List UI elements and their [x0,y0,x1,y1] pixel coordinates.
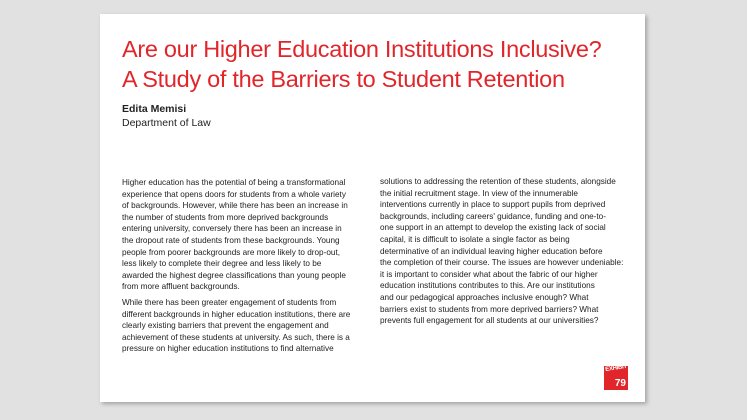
text-line: different backgrounds in higher education institutions, there are [122,309,351,319]
text-line: awarded the highest degree classifications than young people [122,270,346,280]
text-line: solutions to addressing the retention of these students, alongside [380,177,616,186]
exhibit-number: 79 [614,378,626,389]
text-line: one support in an attempt to develop the existing lack of social [380,223,606,233]
title-line-2: A Study of the Barriers to Student Retention [122,66,565,92]
text-line: pressure on higher education institutions to find alternative [122,344,334,354]
text-line: people from poorer backgrounds are more likely to drop-out, [122,247,340,257]
exhibit-badge [604,363,628,390]
text-line: capital, it is difficult to isolate a single factor as being [380,234,570,244]
text-line: While there has been greater engagement of students from [122,297,337,307]
text-line: barriers exist to students from more deprived barriers? What [380,304,599,314]
body-column-left [122,177,358,359]
text-line: education institutions contributes to this. Are our institutions [380,281,595,291]
document-page [100,14,645,402]
text-line: Higher education has the potential of being a transformational [122,178,346,187]
body-column-right [380,176,624,331]
text-line: backgrounds, including careers' guidance, funding and one-to- [380,211,606,221]
text-line: achievement of these students at university. As such, there is a [122,332,350,342]
text-line: interventions currently in place to support pupils from deprived [380,200,606,210]
author-name: Edita Memisi [122,103,187,115]
text-line: from more affluent backgrounds. [122,282,240,292]
text-line: of backgrounds. However, while there has been an increase in [122,201,348,211]
paragraph [380,176,624,327]
text-line: clearly existing barriers that prevent the engagement and [122,321,329,331]
title-line-1: Are our Higher Education Institutions Inclusive? [122,36,602,62]
paragraph [122,177,358,293]
text-line: experience that opens doors for students from a whole variety [122,189,346,199]
exhibit-label: EXHIBIT [605,363,628,373]
text-line: determinative of an individual leaving higher education before [380,246,603,256]
text-line: the completion of their course. The issues are however undeniable: [380,258,624,268]
author-department: Department of Law [122,117,211,129]
text-line: less likely to complete their degree and less likely to be [122,259,322,269]
text-line: the dropout rate of students from these backgrounds. Young [122,235,340,245]
paragraph [122,297,358,355]
text-line: the number of students from more deprived backgrounds [122,212,329,222]
text-line: it is important to consider what about the fabric of our higher [380,269,598,279]
page-title [122,34,632,94]
text-line: prevents full engagement for all students at our universities? [380,316,599,326]
text-line: the initial recruitment stage. In view of the innumerable [380,188,578,198]
text-line: entering university, conversely there has been an increase in [122,224,342,234]
text-line: and our pedagogical approaches inclusive enough? What [380,292,589,302]
